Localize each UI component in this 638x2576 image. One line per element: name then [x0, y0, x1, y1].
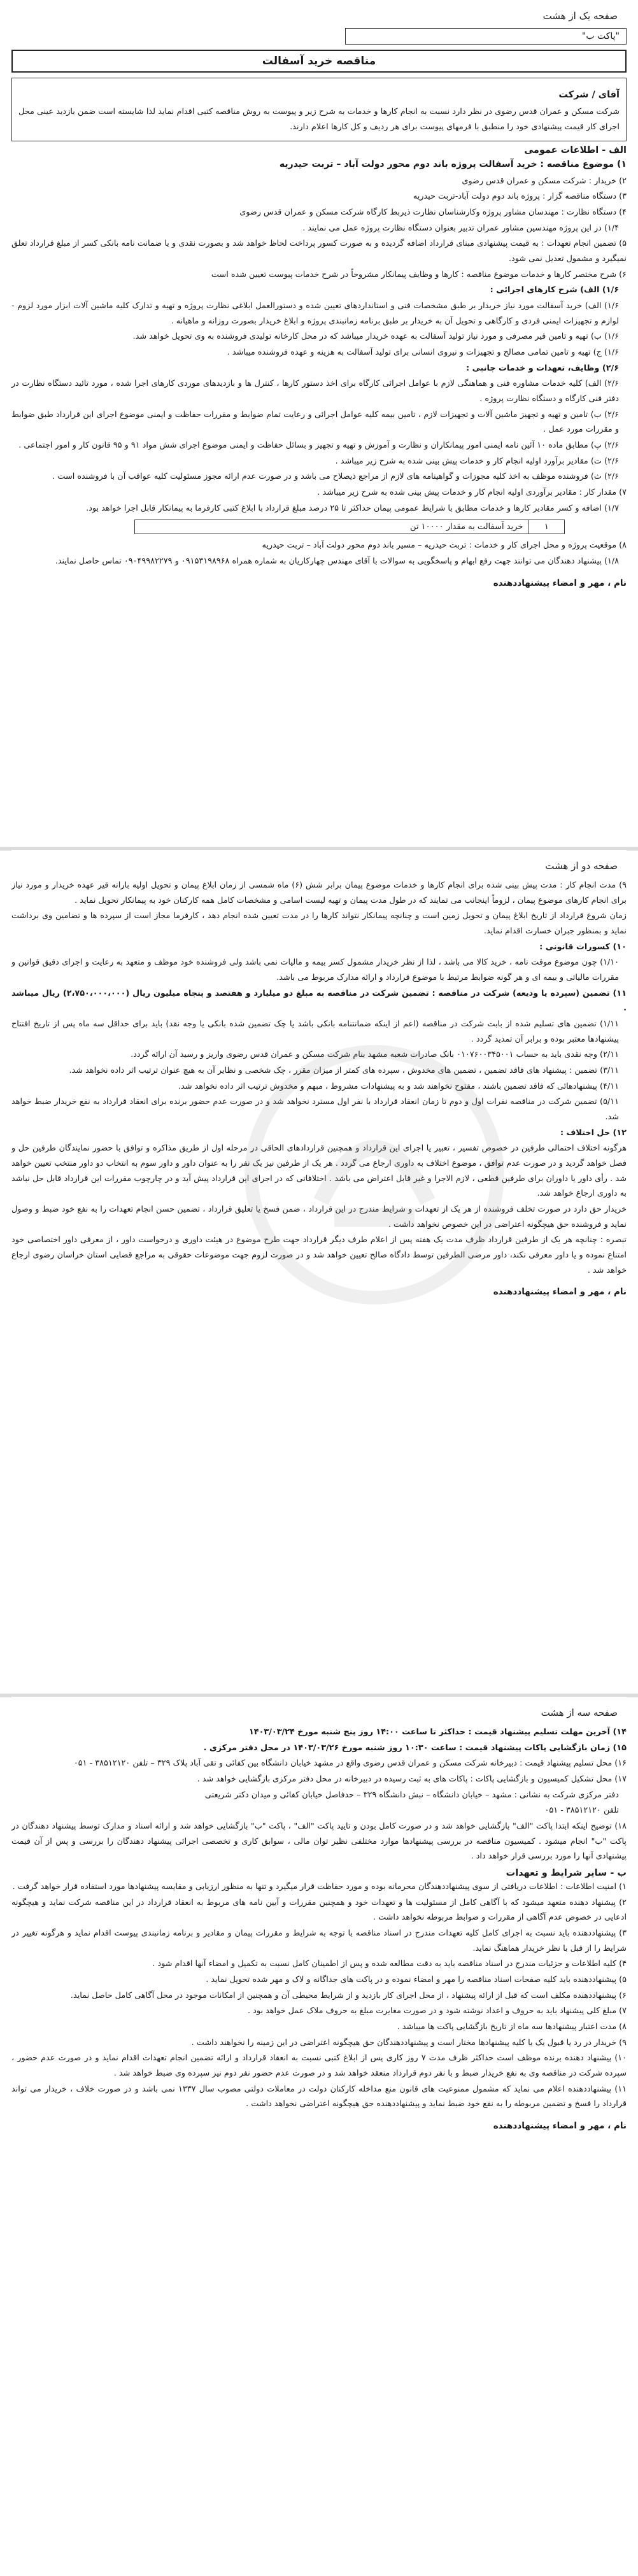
signature-line: نام ، مهر و امضاء پیشنهاددهنده — [493, 577, 627, 588]
section-general-info: الف - اطلاعات عمومی — [524, 145, 627, 155]
clause: ۶) شرح مختصر کارها و خدمات موضوع مناقصه : کارها و وظایف پیمانکار مشروحاً در شرح خدمات پیوست تعیین شده است — [211, 269, 627, 280]
table-row — [135, 520, 565, 534]
clause: ۲/۶) پ) مطابق ماده ۱۰ آئین نامه ایمنی امور پیمانکاران و نظارت و آموزش و تهیه و تجهیز و بسائل حفاظت و ایمنی موضوع اجرای شش مواد ۹۱ و ۹۵ قانون کار و امور اجتماعی . — [18, 441, 619, 451]
clause: ۱/۱۱) تضمین های تسلیم شده از بابت شرکت در مناقصه (اعم از اینکه ضمانتنامه بانکی باشد یا چک تضمین شده بانکی یا وجه نقد) باید برای حداقل سه ماه پس از تاریخ افتتاح پیشنهادها معتبر بوده و برابر آن تمدید گردد . — [11, 1019, 619, 1044]
clause: خریدار حق دارد در صورت تخلف فروشنده از هر یک از تعهدات و شرایط مندرج در این قرارداد ، ضمن فسخ یا تعلیق قرارداد ، تضمین حسن انجام تعهدات را به نفع خود ضبط و وصول نماید و فروشنده حق هیچگونه اعتراضی در این خصوص نخواهد داشت . — [11, 1205, 627, 1229]
clause: ۱۵) زمان بازگشایی پاکات پیشنهاد قیمت : ساعت ۱۰:۳۰ روز شنبه مورخ ۱۴۰۳/۰۳/۲۶ در محل دفتر مرکزی . — [203, 1743, 627, 1753]
clause: ۳) پیشنهاددهنده باید نسبت به اجرای کامل کلیه تعهدات مندرج در اسناد مناقصه با توجه به شرایط و مقررات پیمان و مقادیر و برنامه زمانبندی پیوست اقدام نماید و هرگونه تغییر در شرایط را از قبل با نظر خریدار هماهنگ نماید. — [11, 1928, 627, 1953]
clause: ۹) خریدار در رد یا قبول یک یا کلیه پیشنهادها مختار است و پیشنهاددهندگان حق هیچگونه اعتراضی در این زمینه را نخواهند داشت . — [191, 2037, 627, 2048]
clause: ۱/۴) در این پروژه مهندسین مشاور عمران تدبیر بعنوان دستگاه نظارت پروژه عمل می نمایند . — [302, 223, 619, 233]
clause: ۱۱) پیشنهاددهنده اعلام می نماید که مشمول ممنوعیت های قانون منع مداخله کارکنان دولت در معاملات دولتی مصوب سال ۱۳۳۷ نمی باشد و در صورت خلاف ، خریدار می تواند قرارداد را فسخ و تضمین مربوطه را به نفع خود ضبط نماید و پیشنهاددهنده حق هیچگونه اعتراضی نخواهد داشت . — [11, 2084, 627, 2109]
clause: ۶) پیشنهاددهنده مکلف است که قبل از ارائه پیشنهاد ، از محل اجرای کار بازدید و از شرایط محیطی آن و همچنین از امکانات موجود در محل آگاهی کامل حاصل نماید. — [70, 1990, 627, 2000]
clause: ۸) موقعیت پروژه و محل اجرای کار و خدمات : تربت حیدریه – مسیر باند دوم محور دولت آباد – تربت حیدریه — [262, 541, 627, 551]
signature-line: نام ، مهر و امضاء پیشنهاددهنده — [493, 1287, 627, 1298]
clause: ۱/۱۰) چون موضوع موقت نامه ، خرید کالا می باشد ، لذا از نظر خریدار مشمول کسر بیمه و مالیات نمی باشد ولی فروشنده خود موظف و متعهد به رعایت و اجرای دقیق قوانین و مقررات مالیاتی و بیمه ای و هر گونه ضوابط مرتبط با موضوع قرارداد و ارائه مدارک مربوط می باشد. — [11, 958, 619, 983]
clause: ۱/۶) الف) شرح کارهای اجرائی : — [490, 285, 619, 295]
clause: ۴/۱۱) پیشنهادهائی که فاقد تضمین باشند ، مفتوح نخواهند شد و به پیشنهادات مشروط ، مبهم و مخدوش ترتیب اثر داده نخواهد شد. — [178, 1081, 619, 1091]
intro-text: شرکت مسکن و عمران قدس رضوی در نظر دارد نسبت به انجام کارها و خدمات به شرح زیر و پیوست به روش مناقصه کتبی اقدام نماید لذا شایسته است ضمن بازدید عینی محل اجرای کار قیمت پیشنهادی خود را منطبق با فرمهای پیوست برای هر ردیف و کل کارها اعلام دارند. — [18, 107, 620, 132]
clause: ۲) خریدار : شرکت مسکن و عمران قدس رضوی — [462, 176, 627, 186]
clause: ۱) امنیت اطلاعات : اطلاعات دریافتی از سوی پیشنهاددهندگان محرمانه بوده و مورد حفاظت قرار میگیرد و تنها به منظور ارزیابی و مقایسه پیشنهادها مورد استفاده قرار خواهد گرفت . — [12, 1882, 627, 1892]
clause: تلفن ۳۸۵۱۲۱۲۰ - ۰۵۱ — [544, 1806, 619, 1816]
clause: ۸) مدت اعتبار پیشنهادها سه ماه از تاریخ بازگشایی پاکت ها میباشد . — [397, 2022, 627, 2032]
clause: تبصره : چنانچه هر یک از طرفین قرارداد ظرف مدت یک هفته پس از اعلام طرف دیگر قرارداد جهت طرح موضوع در هیئت داوری و درخواست داور ، از معرفی داور اختصاصی خود امتناع نموده و یا داور معرفی نکند، داور مرضی الطرفین توسط دادگاه صالح تعیین خواهد شد و در صورت لزوم جهت موضوعات حقوقی به مراجع قضایی استان خراسان رضوی ارجاع خواهد شد . — [11, 1235, 627, 1275]
clause: ۵) تضمین انجام تعهدات : به قیمت پیشنهادی مبنای قرارداد اضافه گردیده و به صورت کسور پرداخت لحاظ خواهد شد و بصورت نقدی و یا ضمانت نامه بانکی کسر از مبلغ قرارداد تعلق نمیگیرد و مشمول تعدیل نمی شود. — [11, 239, 627, 264]
page-two — [11, 850, 627, 1694]
intro-box — [11, 78, 627, 141]
clause: ۷) مبلغ کلی پیشنهاد باید به حروف و اعداد نوشته شود و در صورت مغایرت مبلغ به حروف ملاک عمل خواهد بود . — [248, 2006, 627, 2016]
clause: ۹) مدت انجام کار : مدت پیش بینی شده برای انجام کارها و خدمات موضوع پیمان برابر شش (۶) ماه شمسی از زمان ابلاغ پیمان و تحویل اولیه بارانه قیر عهده خریدار و مورد نیاز برای انجام کارهای موضوع پیمان ، لزوماً اینجانب می تمایند که در طول مدت پیمان و تهیه لیست اسامی و مشخصات کامل همه کارکنان خود به پیمانکار تحویل نماید . — [11, 881, 627, 905]
clause: ۲/۶) ث) فروشنده موظف به اخذ کلیه مجوزات و گواهینامه های لازم از مراجع ذیصلاح می باشد و در صورت عدم ارائه مجوز مسئولیت کلیه عواقب آن با فروشنده است . — [52, 472, 619, 482]
clause: ۲/۶) وظایف، تعهدات و خدمات جانبی : — [466, 363, 619, 373]
table-cell-description: خرید آسفالت به مقدار ۱۰۰۰۰ تن — [135, 520, 528, 534]
clause: ۱۰) کسورات قانونی : — [539, 942, 627, 952]
company-logo-watermark-icon — [241, 1041, 508, 1308]
clause: ۱۰) پیشنهاد دهنده برنده موظف است حداکثر ظرف مدت ۷ روز کاری پس از ابلاغ کتبی نسبت به انعقاد قرارداد و ارائه تضمین انجام تعهدات اقدام نماید و در صورت عدم حضور ، سپرده شرکت در مناقصه وی به نفع خریدار ضبط و با نفر دوم قرارداد منعقد خواهد شد و در صورت عدم حضور نفر دوم نیز سپرده وی ضبط خواهد شد . — [11, 2053, 627, 2079]
quantity-table — [134, 520, 565, 534]
clause: ۲) پیشنهاد دهنده متعهد میشود که با آگاهی کامل از مسئولیت ها و تعهدات خود و همچنین مقررات و آیین نامه های مربوط به انعقاد قرارداد در این مناقصه شرکت نماید و هیچگونه ادعایی در خصوص عدم آگاهی از مقررات و ضوابط مربوطه نخواهد داشت . — [11, 1897, 627, 1923]
clause: ۲/۶) ب) تامین و تهیه و تجهیز ماشین آلات و تجهیزات لازم ، تامین بیمه کلیه عوامل اجرائی و رعایت تمام ضوابط و مقررات حفاظت و ایمنی موضوع اجرای این قرارداد طبق ضوابط و مقررات مورد عمل . — [11, 409, 619, 435]
clause: ۴) دستگاه نظارت : مهندسان مشاور پروژه وکارشناسان نظارت ذیربط کارگاه شرکت مسکن و عمران قدس رضوی — [239, 207, 627, 217]
clause: زمان شروع قرارداد از تاریخ ابلاغ پیمان و تحویل زمین است و چنانچه پیمانکار نتواند کارها را در مدت تعیین شده انجام دهد ، کارفرما مجاز است از سپرده ها و تضامین وی برداشت نماید و بمنظور جبران خسارت اقدام نماید. — [11, 911, 627, 937]
clause: ۳/۱۱) تضمین : پیشنهاد های فاقد تضمین ، تضمین های مخدوش ، سپرده های کمتر از میزان مقرر ، چک شخصی و نظایر آن به هیچ عنوان ترتیب اثر داده نخواهد شد. — [69, 1066, 619, 1076]
clause: ۲/۶) ت) مقادیر برآورد اولیه انجام کار و خدمات پیش بینی شده به شرح زیر میباشد . — [335, 456, 619, 466]
document-code: "پاکت ب" — [345, 28, 627, 45]
clause: ۱/۷) اضافه و کسر مقادیر کارها و خدمات مطابق با شرایط عمومی پیمان حداکثر تا ۲۵ درصد مبلغ قرارداد با ابلاغ کتبی کارفرما به پیمانکار قابل اجرا خواهد بود. — [86, 503, 619, 513]
page-one — [11, 0, 627, 847]
clause: ۲/۶) الف) کلیه خدمات مشاوره فنی و هماهنگی لازم با عوامل اجرائی کارگاه برای اخذ دستور کارها ، کنترل ها و بازدیدهای موردی کارهای اجرا شده ، مورد تائید دستگاه نظارت در دفتر فنی کارگاه و دستگاه نظارت پروژه . — [11, 379, 619, 404]
signature-line: نام ، مهر و امضاء پیشنهاددهنده — [493, 2121, 627, 2132]
clause: ۷) مقدار کار : مقادیر برآوردی اولیه انجام کار و خدمات پیش بینی شده به شرح زیر میباشد . — [317, 488, 627, 498]
clause: ۱۱) تضمین (سپرده یا ودیعه) شرکت در مناقصه : تضمین شرکت در مناقصه به مبلغ دو میلیارد و هفتصد و پنجاه میلیون ریال (۲،۷۵۰،۰۰۰،۰۰۰) ریال میباشد . — [11, 988, 627, 1014]
clause: ۲/۱۱) وجه نقدی باید به حساب ۰۱۰۷۶۰۰۳۴۵۰۰۱ بانک صادرات شعبه مشهد بنام شرکت مسکن و عمران قدس رضوی واریز و رسید آن ارائه گردد. — [131, 1050, 619, 1060]
clause: ۵/۱۱) تضمین شرکت در مناقصه نفرات اول و دوم تا زمان انعقاد قرارداد با نفر اول مسترد نخواهد شد و در صورت عدم حضور برنده برای انعقاد قرارداد به نفع خریدار ضبط خواهد شد. — [11, 1097, 619, 1122]
document-title: مناقصه خرید آسفالت — [11, 50, 627, 73]
clause: ۵) پیشنهاددهنده باید کلیه صفحات اسناد مناقصه را مهر و امضاء نموده و در پاکت های جداگانه و لاک و مهر شده تحویل نماید . — [206, 1975, 627, 1985]
page-number: صفحه یک از هشت — [542, 10, 618, 22]
clause: هرگونه اختلاف احتمالی طرفین در خصوص تفسیر ، تعبیر یا اجرای این قرارداد و همچنین قراردادهای الحاقی در مرحله اول از طریق مذاکره و توافق با حضور نمایندگان طرفین حل و فصل خواهد گردید و در صورت عدم توافق ، موضوع اختلاف به داوری ارجاع می گردد . هر یک از طرفین نیز یک نفر را به عنوان داور و داور سوم به انتخاب دو داور منتخب تعیین خواهد شد . رأی داور یا داوران برای طرفین قطعی ، لازم الاجرا و غیر قابل اعتراض می باشد . اختلافاتی که در اجرای این قرارداد پیش آید و در چارچوب مقررات این قرارداد قابل حل نباشد به داوری ارجاع خواهد شد. — [11, 1143, 627, 1199]
clause: ۳) دستگاه مناقصه گزار : پروژه باند دوم دولت آباد-تربت حیدریه — [413, 192, 627, 202]
clause: ۱/۶) الف) خرید آسفالت مورد نیاز خریدار بر طبق مشخصات فنی و استانداردهای تعیین شده و دستورالعمل ابلاغی نظارت پروژه و تهیه و تدارک کلیه ماشین آلات ابزار مورد لزوم - لوازم و تجهیزات ایمنی فردی و کارگاهی و تحویل آن به خریدار بر طبق برنامه زمانبندی پروژه و ابلاغ خریدار بصورت روزانه و ماهیانه . — [11, 301, 619, 326]
clause: دفتر مرکزی شرکت به نشانی : مشهد – خیابان دانشگاه – نبش دانشگاه ۳۲۹ – حدفاصل خیابان کفائی و میدان دکتر شریعتی — [204, 1790, 619, 1800]
clause: ۱۴) آخرین مهلت تسلیم پیشنهاد قیمت : حداکثر تا ساعت ۱۴:۰۰ روز پنج شنبه مورخ ۱۴۰۳/۰۳/۲۴ — [249, 1727, 627, 1737]
clause: ۱۸) توضیح اینکه ابتدا پاکت "الف" بازگشایی خواهد شد و در صورت کامل بودن و تایید پاکت "الف" ، پاکت "ب" بازگشایی خواهد شد و ارائه اسناد و مدارک توسط پیشنهاد دهندگان در پاکت "ب" انجام میشود . کمیسیون مناقصه در بررسی پیشنهادها موارد مختلفی نظیر توان مالی ، سوابق کاری و تخصصی اجرائی پیشنهاد دهندگان را بررسی و پس از آن قیمت پیشنهادی آنها را مورد بررسی قرار خواهد داد . — [11, 1822, 627, 1862]
clause: ۱/۸) پیشنهاد دهندگان می توانند جهت رفع ابهام و پاسخگویی به سوالات با آقای مهندس چهارکاریان به شماره همراه ۰۹۱۵۳۱۹۸۹۶۸ و ۰۹۰۴۹۹۸۲۲۷۹ تماس حاصل نمایند. — [55, 556, 619, 567]
clause: ۱۶) محل تسلیم پیشنهاد قیمت : دبیرخانه شرکت مسکن و عمران قدس رضوی واقع در مشهد خیابان دانشگاه بین کفائی و تقی آباد پلاک ۳۲۹ – تلفن ۳۸۵۱۲۱۲۰ - ۰۵۱ — [73, 1759, 627, 1769]
clause: ۱/۶) ب) تهیه و تامین قیر مصرفی و مورد نیاز تولید آسفالت به عهده خریدار میباشد که در محل کارخانه تولیدی فروشنده به وی تحویل خواهد شد. — [132, 332, 619, 342]
table-cell-row-number: ۱ — [528, 520, 565, 534]
greeting: آقای / شرکت — [558, 90, 620, 100]
clause: ۴) کلیه اطلاعات و جزئیات مندرج در اسناد مناقصه باید به دقت مطالعه شده و پس از اطمینان کامل نسبت به تکمیل و امضاء آنها اقدام شود . — [152, 1959, 627, 1969]
page-number: صفحه سه از هشت — [541, 1707, 618, 1718]
page-number: صفحه دو از هشت — [545, 860, 618, 872]
page-three — [11, 1697, 627, 2575]
clause: ۱) موضوع مناقصه : خرید آسفالت پروژه باند دوم محور دولت آباد – تربت حیدریه — [279, 159, 627, 169]
section-other-terms: ب - سایر شرایط و تعهدات — [506, 1868, 627, 1879]
clause: ۱/۶) ج) تهیه و تامین تمامی مصالح و تجهیزات و نیروی انسانی برای تولید آسفالت به هزینه و عهده فروشنده میباشد . — [227, 348, 619, 357]
clause: ۱۲) حل اختلاف : — [560, 1128, 627, 1138]
clause: ۱۷) محل تشکیل کمیسیون و بازگشایی پاکات : پاکات های به ثبت رسیده در دبیرخانه در محل دفتر مرکزی بازگشایی خواهد شد . — [197, 1774, 627, 1785]
